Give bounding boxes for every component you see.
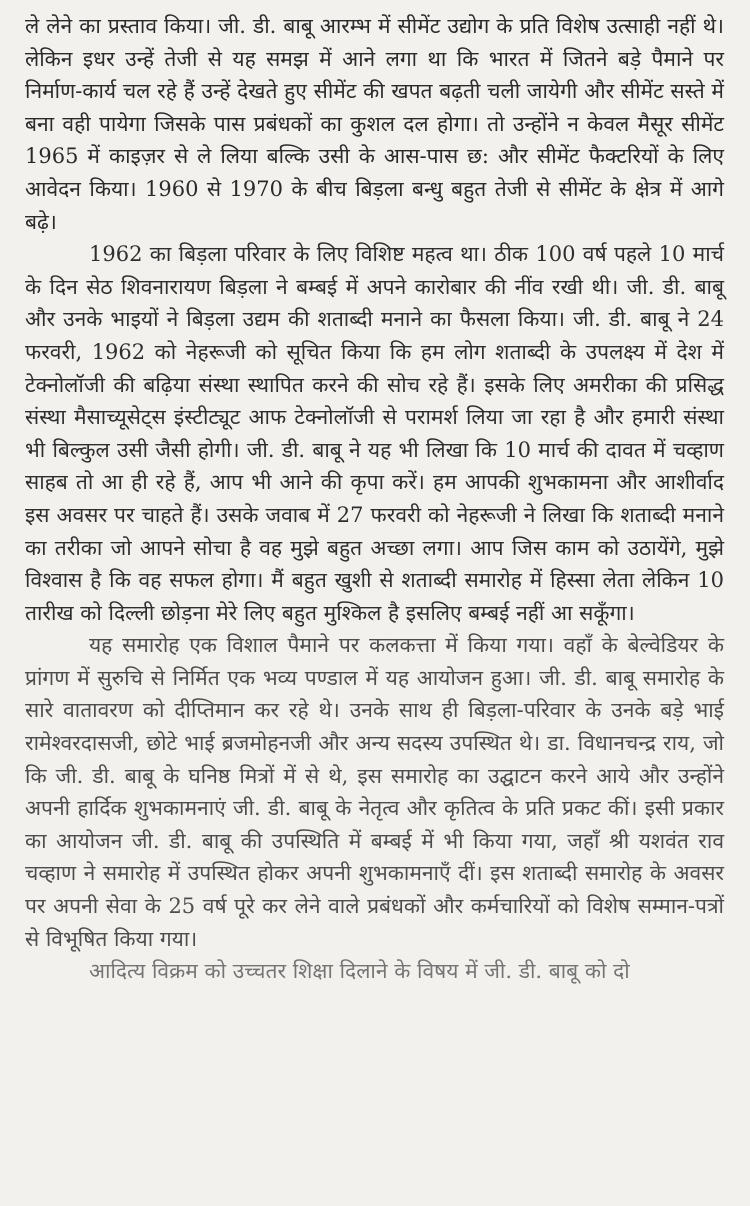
paragraph-birla-centenary: 1962 का बिड़ला परिवार के लिए विशिष्ट महत्व था। ठीक 100 वर्ष पहले 10 मार्च के दिन सेठ शिवनारायण बिड़ला ने बम्बई में अपने कारोबार की नींव रखी थी। जी. डी. बाबू और उनके भाइयों ने बिड़ला उद्यम की शताब्दी मनाने का फैसला किया। जी. डी. बाबू ने 24 फरवरी, 1962 को नेहरूजी को सूचित किया कि हम लोग शताब्दी के उपलक्ष्य में देश में टेक्नोलॉजी की बढ़िया संस्था स्थापित करने की सोच रहे हैं। इसके लिए अमरीका की प्रसिद्ध संस्था मैसाच्यूसेट्स इंस्टीट्यूट आफ टेक्नोलॉजी से परामर्श लिया जा रहा है और हमारी संस्था भी बिल्कुल उसी जैसी होगी। जी. डी. बाबू ने यह भी लिखा कि 10 मार्च की दावत में चव्हाण साहब तो आ ही रहे हैं, आप भी आने की कृपा करें। हम आपकी शुभकामना और आशीर्वाद इस अवसर पर चाहते हैं। उसके जवाब में 27 फरवरी को नेहरूजी ने लिखा कि शताब्दी मनाने का तरीका जो आपने सोचा है वह मुझे बहुत अच्छा लगा। आप जिस काम को उठायेंगे, मुझे विश्वास है कि वह सफल होगा। मैं बहुत खुशी से शताब्दी समारोह में हिस्सा लेता लेकिन 10 तारीख को दिल्ली छोड़ना मेरे लिए बहुत मुश्किल है इसलिए बम्बई नहीं आ सकूँगा। xyxy=(25,242,724,625)
paragraph-cement-industry: ले लेने का प्रस्ताव किया। जी. डी. बाबू आरम्भ में सीमेंट उद्योग के प्रति विशेष उत्साही नहीं थे। लेकिन इधर उन्हें तेजी से यह समझ में आने लगा था कि भारत में जितने बड़े पैमाने पर निर्माण-कार्य चल रहे हैं उन्हें देखते हुए सीमेंट की खपत बढ़ती चली जायेगी और सीमेंट सस्ते में बना वही पायेगा जिसके पास प्रबंधकों का कुशल दल होगा। तो उन्होंने न केवल मैसूर सीमेंट 1965 में काइज़र से ले लिया बल्कि उसी के आस-पास छ: और सीमेंट फैक्टरियों के लिए आवेदन किया। 1960 से 1970 के बीच बिड़ला बन्धु बहुत तेजी से सीमेंट के क्षेत्र में आगे बढ़े। xyxy=(25,14,724,234)
paragraph-aditya-vikram: आदित्य विक्रम को उच्चतर शिक्षा दिलाने के विषय में जी. डी. बाबू को दो xyxy=(89,959,630,984)
paragraph-calcutta-celebration: यह समारोह एक विशाल पैमाने पर कलकत्ता में किया गया। वहाँ के बेल्वेडियर के प्रांगण में सुरुचि से निर्मित एक भव्य पण्डाल में यह आयोजन हुआ। जी. डी. बाबू समारोह के सारे वातावरण को दीप्तिमान कर रहे थे। उनके साथ ही बिड़ला-परिवार के उनके बड़े भाई रामेश्वरदासजी, छोटे भाई ब्रजमोहनजी और अन्य सदस्य उपस्थित थे। डा. विधानचन्द्र राय, जो कि जी. डी. बाबू के घनिष्ठ मित्रों में से थे, इस समारोह का उद्घाटन करने आये और उन्होंने अपनी हार्दिक शुभकामनाएं जी. डी. बाबू के नेतृत्व और कृतित्व के प्रति प्रकट कीं। इसी प्रकार का आयोजन जी. डी. बाबू की उपस्थिति में बम्बई में भी किया गया, जहाँ श्री यशवंत राव चव्हाण ने समारोह में उपस्थित होकर अपनी शुभकामनाएँ दीं। इस शताब्दी समारोह के अवसर पर अपनी सेवा के 25 वर्ष पूरे कर लेने वाले प्रबंधकों और कर्मचारियों को विशेष सम्मान-पत्रों से विभूषित किया गया। xyxy=(25,633,724,951)
